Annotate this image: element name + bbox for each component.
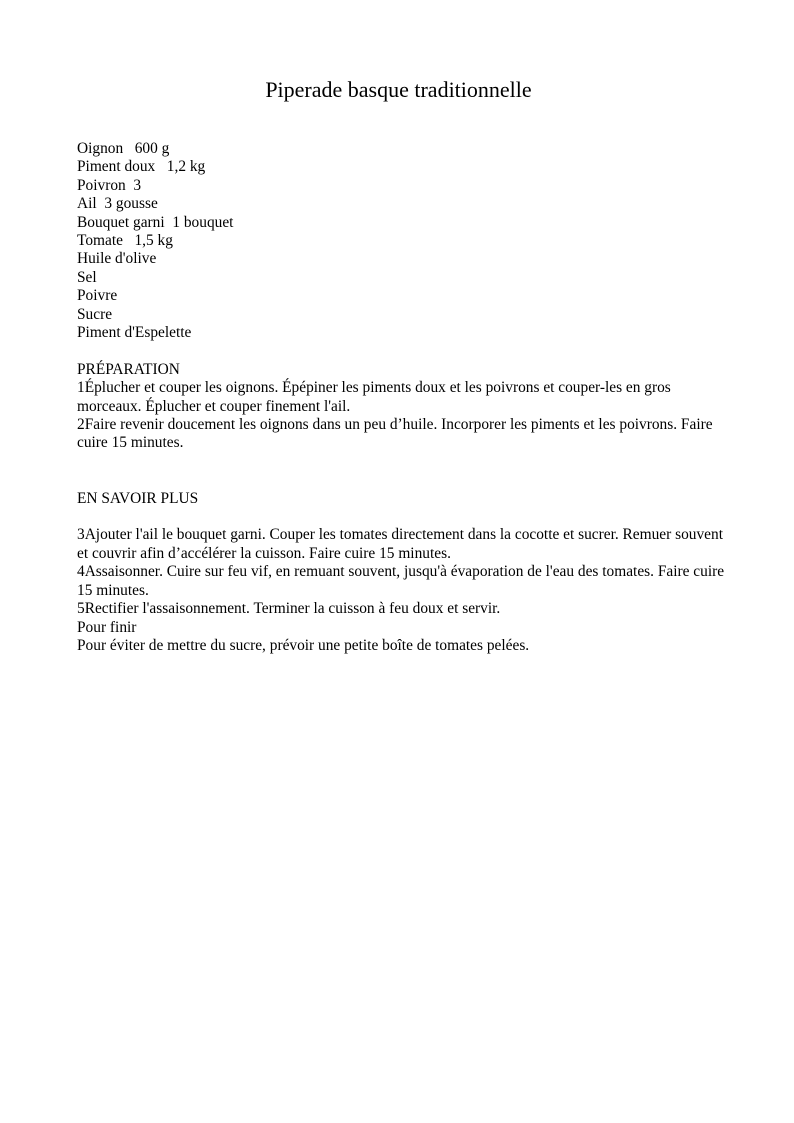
- finish-heading: Pour finir: [77, 618, 137, 636]
- ingredient-item: Sel: [77, 268, 97, 286]
- ingredient-item: Piment d'Espelette: [77, 324, 192, 342]
- ingredient-item: Huile d'olive: [77, 250, 157, 268]
- finish-text: Pour éviter de mettre du sucre, prévoir une petite boîte de tomates pelées.: [77, 636, 530, 654]
- spacer: [77, 453, 737, 471]
- more-heading: EN SAVOIR PLUS: [77, 489, 199, 507]
- ingredient-item: Ail 3 gousse: [77, 195, 158, 213]
- ingredient-item: Poivron 3: [77, 176, 142, 194]
- ingredient-item: Piment doux 1,2 kg: [77, 158, 206, 176]
- recipe-body: [77, 140, 737, 655]
- spacer: [77, 508, 737, 526]
- preparation-step: 4Assaisonner. Cuire sur feu vif, en remuant souvent, jusqu'à évaporation de l'eau des tomates. Faire cuire 15 minutes.: [77, 563, 725, 599]
- preparation-step: 5Rectifier l'assaisonnement. Terminer la cuisson à feu doux et servir.: [77, 600, 501, 618]
- spacer: [77, 471, 737, 489]
- ingredient-item: Bouquet garni 1 bouquet: [77, 213, 234, 231]
- preparation-step: 1Éplucher et couper les oignons. Épépiner les piments doux et les poivrons et couper-les en gros morceaux. Éplucher et couper finement l'ail.: [77, 379, 671, 415]
- ingredient-item: Sucre: [77, 305, 113, 323]
- preparation-step: 2Faire revenir doucement les oignons dans un peu d’huile. Incorporer les piments et les poivrons. Faire cuire 15 minutes.: [77, 416, 713, 452]
- ingredients-list: [77, 140, 737, 342]
- spacer: [77, 342, 737, 360]
- preparation-step: 3Ajouter l'ail le bouquet garni. Couper les tomates directement dans la cocotte et sucrer. Remuer souvent et couvrir afin d’accélérer la cuisson. Faire cuire 15 minutes.: [77, 526, 723, 562]
- ingredient-item: Oignon 600 g: [77, 140, 170, 157]
- preparation-heading: PRÉPARATION: [77, 360, 180, 378]
- recipe-title: Piperade basque traditionnelle: [265, 77, 532, 102]
- ingredient-item: Poivre: [77, 287, 118, 305]
- ingredient-item: Tomate 1,5 kg: [77, 232, 173, 250]
